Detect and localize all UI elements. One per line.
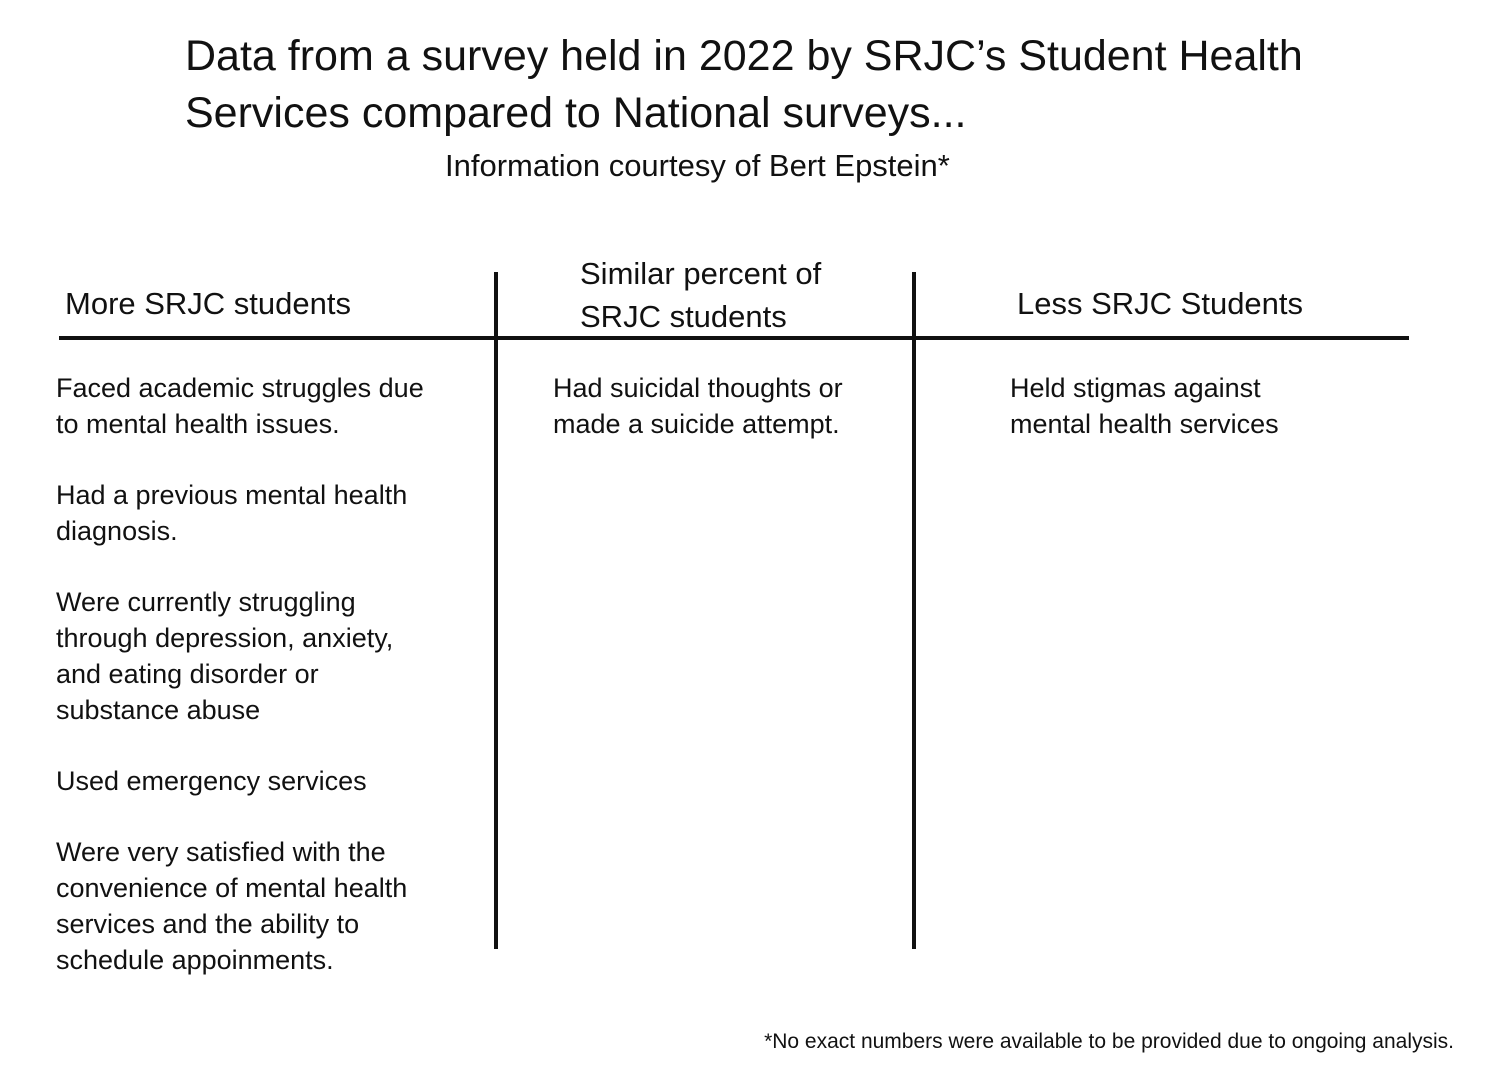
column-divider-2 [912, 272, 916, 949]
table-cell-line: Had suicidal thoughts or [553, 373, 843, 403]
table-cell-line: mental health services [1010, 409, 1279, 439]
table-cell-line: Were currently struggling [56, 587, 356, 617]
table-cell-line: diagnosis. [56, 516, 178, 546]
table-cell-line: services and the ability to [56, 909, 360, 939]
column-header-line: SRJC students [580, 299, 787, 334]
table-cell-item [56, 763, 486, 799]
table-cell-line: Faced academic struggles due [56, 373, 424, 403]
table-cell-item [56, 370, 486, 442]
table-cell-item [56, 834, 486, 978]
table-cell-line: and eating disorder or [56, 659, 319, 689]
table-cell-line: through depression, anxiety, [56, 623, 394, 653]
table-cell-line: made a suicide attempt. [553, 409, 840, 439]
column-header-line: More SRJC students [65, 286, 351, 321]
table-cell-item [1010, 370, 1400, 442]
chart-subtitle: Information courtesy of Bert Epstein* [445, 148, 950, 183]
column-header-similar [580, 252, 821, 338]
column-divider-1 [494, 272, 498, 949]
column-header-line: Less SRJC Students [1017, 286, 1304, 321]
column-list-more [56, 370, 486, 1013]
column-header-line: Similar percent of [580, 256, 822, 291]
table-cell-line: Held stigmas against [1010, 373, 1261, 403]
table-cell-item [56, 477, 486, 549]
header-divider [59, 336, 1409, 340]
table-cell-item [553, 370, 903, 442]
table-cell-line: substance abuse [56, 695, 261, 725]
table-cell-line: Used emergency services [56, 766, 367, 796]
chart-title [185, 28, 1385, 142]
table-cell-line: schedule appoinments. [56, 945, 334, 975]
table-cell-item [56, 584, 486, 728]
table-cell-line: Were very satisfied with the [56, 837, 386, 867]
table-cell-line: to mental health issues. [56, 409, 340, 439]
table-cell-line: Had a previous mental health [56, 480, 408, 510]
column-header-more [65, 282, 351, 325]
footnote: *No exact numbers were available to be provided due to ongoing analysis. [764, 1030, 1454, 1053]
chart-title-line: Data from a survey held in 2022 by SRJC’s Student Health [185, 32, 1303, 80]
chart-title-line: Services compared to National surveys... [185, 89, 967, 137]
column-list-less [1010, 370, 1400, 477]
column-list-similar [553, 370, 903, 477]
column-header-less [1017, 282, 1303, 325]
table-cell-line: convenience of mental health [56, 873, 408, 903]
